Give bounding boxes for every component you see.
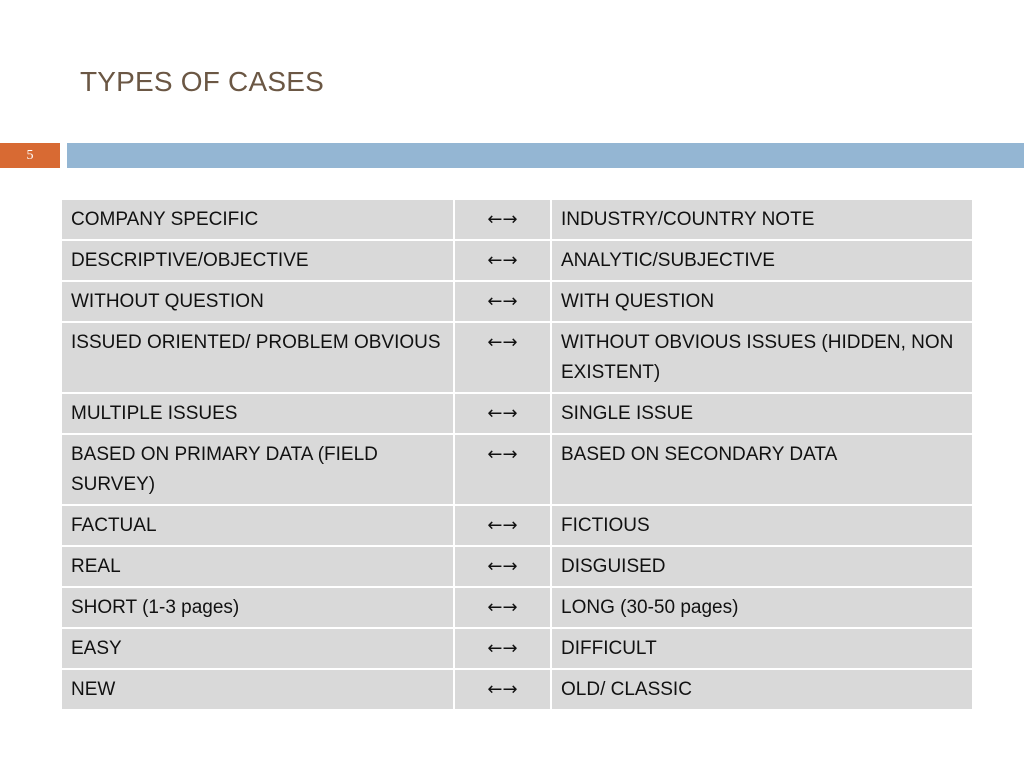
table-row [61, 628, 973, 669]
table-row [61, 240, 973, 281]
bidirectional-arrow-icon: ←→ [454, 546, 551, 587]
left-case-type: WITHOUT QUESTION [61, 281, 454, 322]
table-row [61, 587, 973, 628]
slide-number-badge: 5 [0, 143, 60, 168]
table-row [61, 322, 973, 393]
left-case-type: ISSUED ORIENTED/ PROBLEM OBVIOUS [61, 322, 454, 393]
table-row [61, 505, 973, 546]
right-case-type: OLD/ CLASSIC [551, 669, 973, 710]
left-case-type: BASED ON PRIMARY DATA (FIELD SURVEY) [61, 434, 454, 505]
header-band [67, 143, 1024, 168]
right-case-type: DISGUISED [551, 546, 973, 587]
left-case-type: FACTUAL [61, 505, 454, 546]
right-case-type: FICTIOUS [551, 505, 973, 546]
bidirectional-arrow-icon: ←→ [454, 434, 551, 505]
bidirectional-arrow-icon: ←→ [454, 628, 551, 669]
right-case-type: LONG (30-50 pages) [551, 587, 973, 628]
right-case-type: ANALYTIC/SUBJECTIVE [551, 240, 973, 281]
bidirectional-arrow-icon: ←→ [454, 393, 551, 434]
left-case-type: NEW [61, 669, 454, 710]
right-case-type: WITH QUESTION [551, 281, 973, 322]
table-row [61, 669, 973, 710]
table-row [61, 199, 973, 240]
table-row [61, 434, 973, 505]
bidirectional-arrow-icon: ←→ [454, 281, 551, 322]
left-case-type: COMPANY SPECIFIC [61, 199, 454, 240]
left-case-type: DESCRIPTIVE/OBJECTIVE [61, 240, 454, 281]
table-row [61, 281, 973, 322]
right-case-type: WITHOUT OBVIOUS ISSUES (HIDDEN, NON EXISTENT) [551, 322, 973, 393]
case-types-table [60, 198, 974, 711]
bidirectional-arrow-icon: ←→ [454, 199, 551, 240]
bidirectional-arrow-icon: ←→ [454, 587, 551, 628]
left-case-type: MULTIPLE ISSUES [61, 393, 454, 434]
bidirectional-arrow-icon: ←→ [454, 240, 551, 281]
right-case-type: SINGLE ISSUE [551, 393, 973, 434]
left-case-type: EASY [61, 628, 454, 669]
left-case-type: REAL [61, 546, 454, 587]
right-case-type: BASED ON SECONDARY DATA [551, 434, 973, 505]
table-row [61, 546, 973, 587]
bidirectional-arrow-icon: ←→ [454, 322, 551, 393]
table-row [61, 393, 973, 434]
bidirectional-arrow-icon: ←→ [454, 669, 551, 710]
left-case-type: SHORT (1-3 pages) [61, 587, 454, 628]
right-case-type: DIFFICULT [551, 628, 973, 669]
right-case-type: INDUSTRY/COUNTRY NOTE [551, 199, 973, 240]
slide-title: TYPES OF CASES [80, 66, 324, 97]
bidirectional-arrow-icon: ←→ [454, 505, 551, 546]
